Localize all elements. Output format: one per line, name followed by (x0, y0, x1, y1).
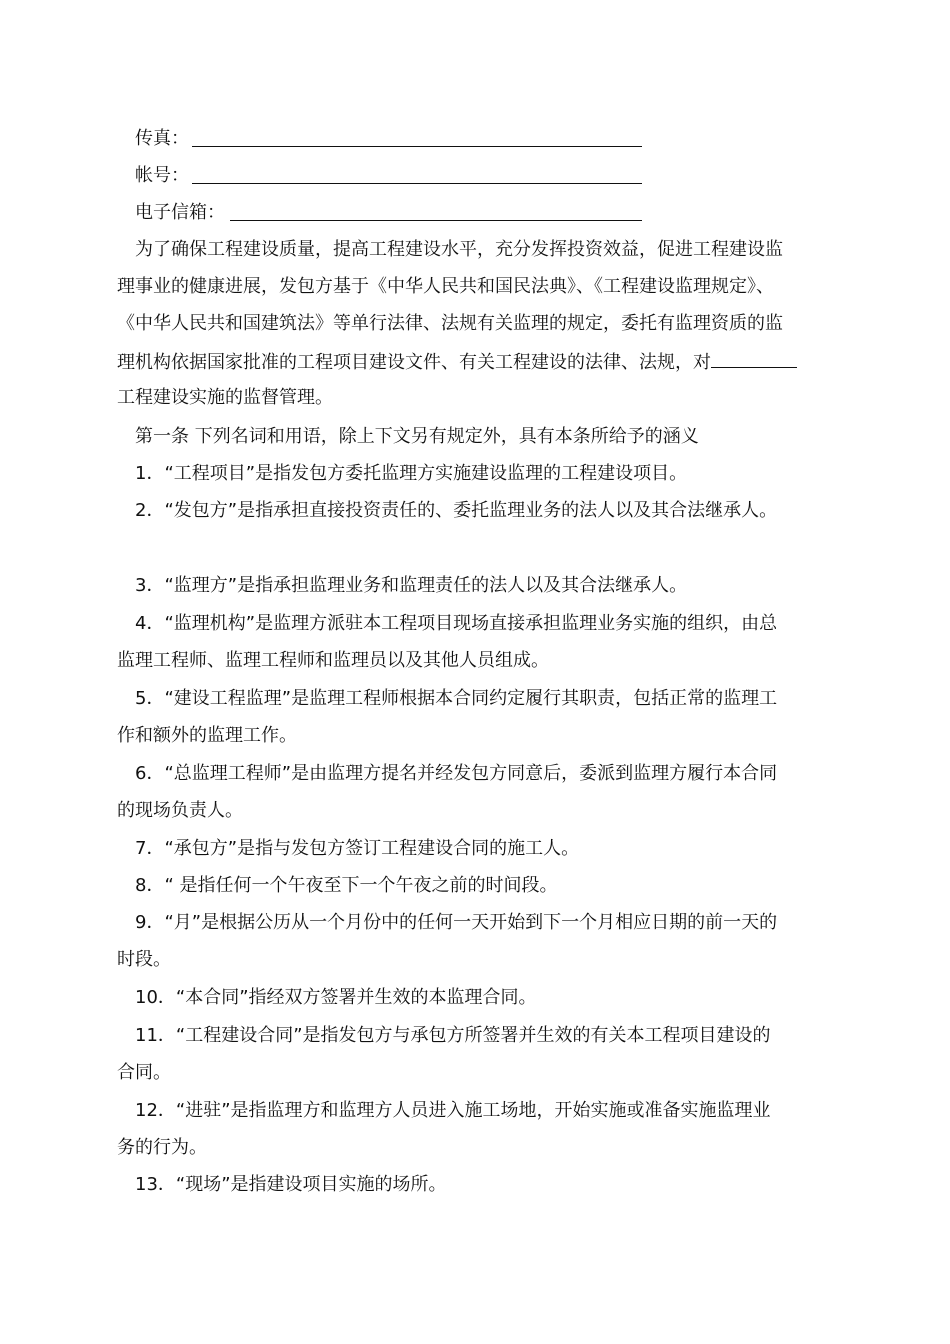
email-blank (230, 200, 642, 221)
account-field (135, 163, 645, 189)
definition-item: 10．“本合同”指经双方签署并生效的本监理合同。 (135, 987, 537, 1008)
definition-item: 12．“进驻”是指监理方和监理方人员进入施工场地，开始实施或准备实施监理业 (135, 1100, 771, 1121)
definition-item: 13．“现场”是指建设项目实施的场所。 (135, 1174, 447, 1195)
account-blank (192, 163, 642, 184)
preamble-line: 为了确保工程建设质量，提高工程建设水平，充分发挥投资效益，促进工程建设监 (135, 239, 783, 260)
definition-item-continued: 务的行为。 (117, 1137, 207, 1158)
fax-field (135, 126, 645, 152)
definition-item-continued: 作和额外的监理工作。 (117, 725, 297, 746)
preamble-line: 理事业的健康进展，发包方基于《中华人民共和国民法典》、《工程建设监理规定》、 (117, 276, 774, 297)
email-field (135, 200, 645, 226)
definition-item: 5．“建设工程监理”是监理工程师根据本合同约定履行其职责，包括正常的监理工 (135, 688, 778, 709)
preamble-line-with-blank (117, 348, 797, 376)
definition-item: 6．“总监理工程师”是由监理方提名并经发包方同意后，委派到监理方履行本合同 (135, 763, 778, 784)
project-name-blank (711, 348, 797, 368)
article-heading: 第一条 下列名词和用语，除上下文另有规定外，具有本条所给予的涵义 (135, 426, 699, 447)
preamble-line-text: 理机构依据国家批准的工程项目建设文件、有关工程建设的法律、法规，对 (117, 352, 711, 373)
definition-item: 11．“工程建设合同”是指发包方与承包方所签署并生效的有关本工程项目建设的 (135, 1025, 771, 1046)
definition-item: 9．“月”是根据公历从一个月份中的任何一天开始到下一个月相应日期的前一天的 (135, 912, 778, 933)
preamble-line: 工程建设实施的监督管理。 (117, 387, 333, 408)
definition-item: 3．“监理方”是指承担监理业务和监理责任的法人以及其合法继承人。 (135, 575, 688, 596)
account-label: 帐号： (135, 165, 189, 186)
definition-item: 8．“ 是指任何一个午夜至下一个午夜之前的时间段。 (135, 875, 558, 896)
preamble-line: 《中华人民共和国建筑法》等单行法律、法规有关监理的规定，委托有监理资质的监 (117, 313, 783, 334)
definition-item-continued: 的现场负责人。 (117, 800, 243, 821)
definition-item-continued: 合同。 (117, 1062, 171, 1083)
definition-item: 2．“发包方”是指承担直接投资责任的、委托监理业务的法人以及其合法继承人。 (135, 500, 778, 521)
definition-item: 7．“承包方”是指与发包方签订工程建设合同的施工人。 (135, 838, 580, 859)
fax-blank (192, 126, 642, 147)
definition-item: 4．“监理机构”是监理方派驻本工程项目现场直接承担监理业务实施的组织，由总 (135, 613, 778, 634)
definition-item-continued: 监理工程师、监理工程师和监理员以及其他人员组成。 (117, 650, 549, 671)
definition-item-continued: 时段。 (117, 949, 171, 970)
fax-label: 传真： (135, 128, 189, 149)
definition-item: 1．“工程项目”是指发包方委托监理方实施建设监理的工程建设项目。 (135, 463, 688, 484)
email-label: 电子信箱： (135, 202, 225, 223)
